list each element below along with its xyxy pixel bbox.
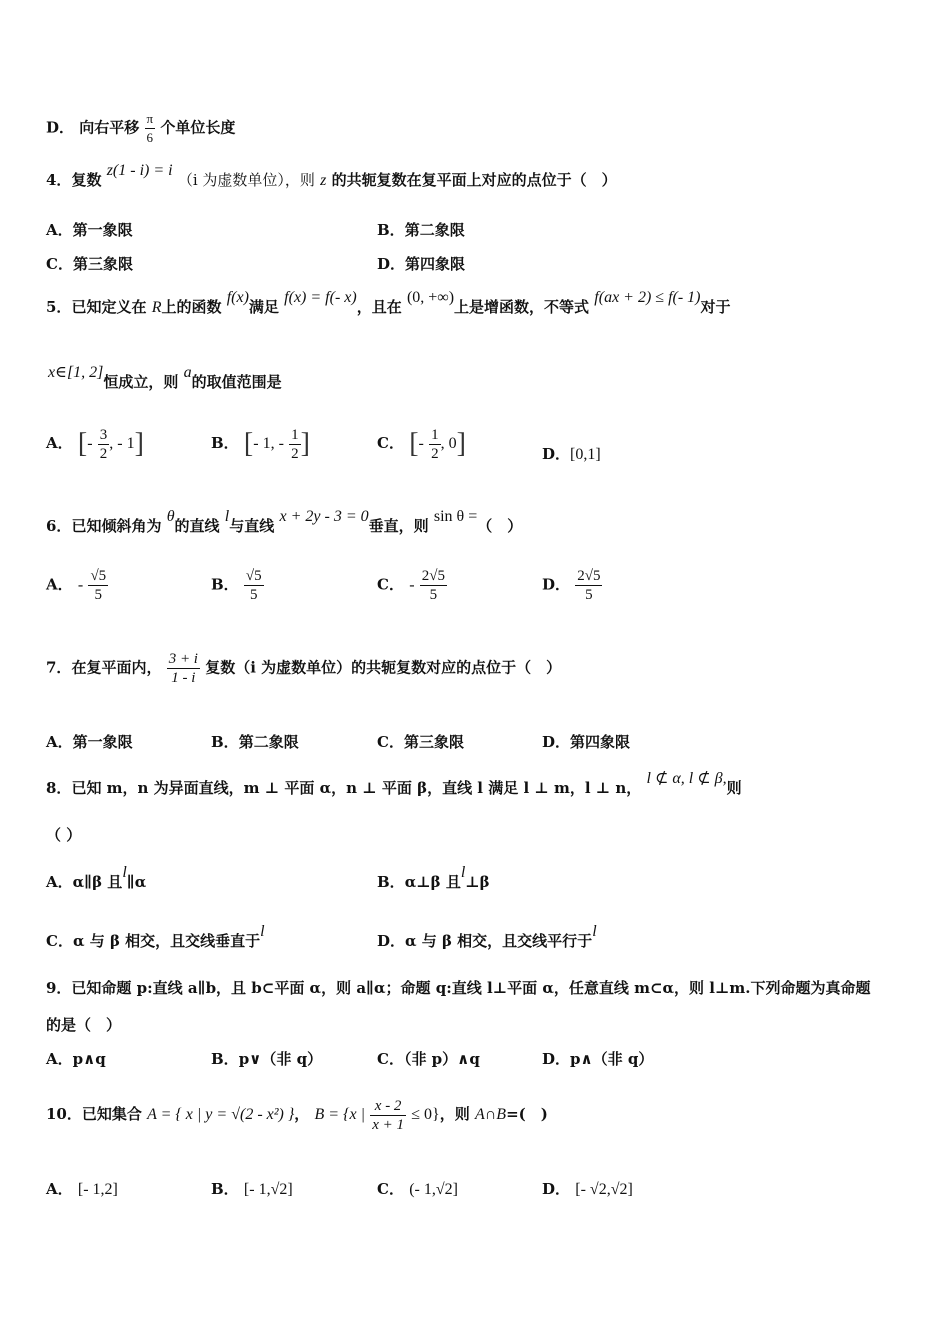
question-8: 8．已知 m，n 为异面直线，m ⊥ 平面 α，n ⊥ 平面 β，直线 l 满足 l ⊥ m，l ⊥ n， l ⊄ α, l ⊄ β,则: [46, 770, 742, 797]
q9-option-c[interactable]: C．（非 p）∧q: [377, 1050, 480, 1068]
q8-option-d[interactable]: D．α 与 β 相交，且交线平行于l: [377, 923, 597, 950]
question-5: 5．已知定义在 R上的函数 f(x)满足 f(x) = f(- x)，且在 (0, +∞)上是增函数，不等式 f(ax + 2) ≤ f(- 1)对于: [46, 289, 731, 316]
q9-option-a[interactable]: A．p∧q: [46, 1050, 106, 1068]
q4-option-b[interactable]: B．第二象限: [377, 221, 465, 239]
option-text: 向右平移: [79, 118, 140, 137]
q10-option-a[interactable]: A． [- 1,2]: [46, 1180, 118, 1198]
option-text: 个单位长度: [160, 118, 236, 137]
q7-option-c[interactable]: C．第三象限: [377, 733, 464, 751]
math: z: [320, 172, 327, 189]
question-4: 4．复数 z(1 - i) = i （i 为虚数单位），则 z 的共轭复数在复平面上对应的点位于（ ）: [46, 162, 617, 189]
q4-option-c[interactable]: C．第三象限: [46, 255, 133, 273]
q7-option-a[interactable]: A．第一象限: [46, 733, 133, 751]
q8-option-b[interactable]: B．α⊥β 且l⊥β: [377, 864, 490, 891]
q5-option-b[interactable]: B． [- 1, - $\frac{1}{2}$ ]: [211, 426, 310, 462]
q9-option-b[interactable]: B．p∨（非 q）: [211, 1050, 323, 1068]
question-9-line2: 的是（ ）: [46, 1016, 122, 1034]
q10-option-b[interactable]: B． [- 1,√2]: [211, 1180, 293, 1198]
q6-option-a[interactable]: A． - $\frac{√5}{5}$: [46, 568, 107, 603]
q5-option-d[interactable]: D．[0,1]: [542, 445, 601, 463]
q10-option-c[interactable]: C． (- 1,√2]: [377, 1180, 458, 1198]
q9-option-d[interactable]: D．p∧（非 q）: [542, 1050, 654, 1068]
q5-option-a[interactable]: A． [- $\frac{3}{2}$ , - 1]: [46, 426, 144, 462]
q5-option-c[interactable]: C． [- $\frac{1}{2}$ , 0]: [377, 426, 466, 462]
fraction: $\frac{\pi}{6}$: [146, 111, 154, 145]
q6-option-c[interactable]: C． - $\frac{2√5}{5}$: [377, 568, 445, 603]
q7-option-d[interactable]: D．第四象限: [542, 733, 631, 751]
q3-option-d: [46, 110, 235, 147]
q8-option-c[interactable]: C．α 与 β 相交，且交线垂直于l: [46, 923, 265, 950]
q6-option-b[interactable]: B． $\frac{√5}{5}$: [211, 568, 262, 603]
q8-option-a[interactable]: A．α∥β 且l∥α: [46, 864, 147, 891]
q4-option-d[interactable]: D．第四象限: [377, 255, 466, 273]
q6-option-d[interactable]: D． $\frac{2√5}{5}$: [542, 568, 601, 603]
question-8-line2: （ ）: [46, 826, 82, 844]
question-7: 7．在复平面内， $\frac{3 + i}{1 - i}$ 复数（i 为虚数单位）的共轭复数对应的点位于（ ）: [46, 651, 562, 686]
question-10: 10．已知集合 A = { x | y = √(2 - x²) }， B = {x | $\frac{x - 2}{x + 1}$ ≤ 0}，则 A∩B=( ): [46, 1097, 548, 1133]
q10-option-d[interactable]: D． [- √2,√2]: [542, 1180, 633, 1198]
question-5-line2: x∈[1, 2]恒成立，则 a的取值范围是: [48, 364, 282, 391]
q7-option-b[interactable]: B．第二象限: [211, 733, 299, 751]
option-label: D．: [46, 118, 75, 137]
q4-option-a[interactable]: A．第一象限: [46, 221, 133, 239]
question-6: 6．已知倾斜角为 θ的直线 l与直线 x + 2y - 3 = 0垂直，则 sin θ =（ ）: [46, 508, 523, 535]
question-9: 9．已知命题 p:直线 a∥b，且 b⊂平面 α，则 a∥α；命题 q:直线 l⊥平面 α，任意直线 m⊂α，则 l⊥m.下列命题为真命题: [46, 979, 871, 997]
math: z(1 - i) = i: [106, 162, 173, 179]
